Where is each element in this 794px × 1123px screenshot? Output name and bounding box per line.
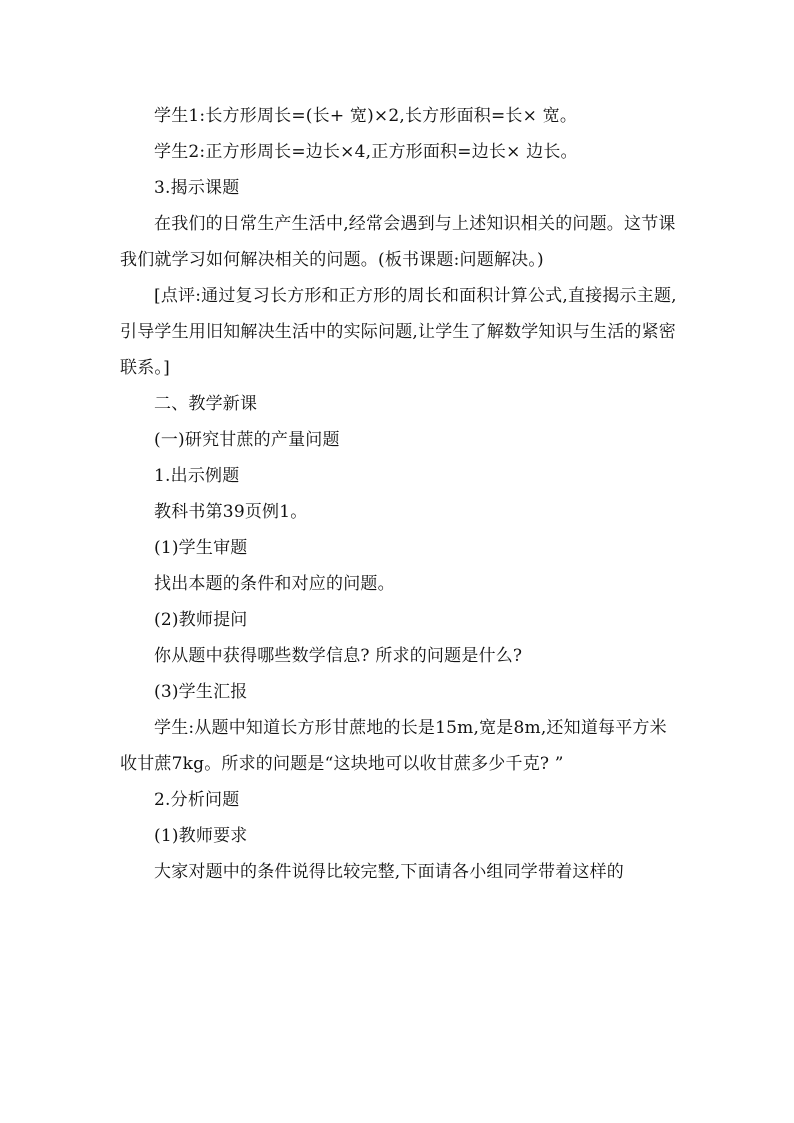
heading-analyze-problem: 2.分析问题 [154, 790, 240, 810]
heading-teacher-requirement: (1)教师要求 [154, 826, 248, 846]
heading-reveal-topic: 3.揭示课题 [154, 178, 240, 198]
document-body [120, 98, 680, 890]
paragraph-student1-rectangle: 学生1:长方形周长=(长+ 宽)×2,长方形面积=长× 宽。 [154, 106, 578, 126]
paragraph-daily-life: 在我们的日常生产生活中,经常会遇到与上述知识相关的问题。这节课我们就学习如何解决相关的问题。(板书课题:问题解决。) [120, 214, 676, 270]
paragraph-student-answer: 学生:从题中知道长方形甘蔗地的长是15m,宽是8m,还知道每平方米收甘蔗7kg。所求的问题是“这块地可以收甘蔗多少千克? ” [120, 718, 667, 774]
paragraph-group-instruction: 大家对题中的条件说得比较完整,下面请各小组同学带着这样的 [154, 862, 625, 882]
heading-sugarcane-yield: (一)研究甘蔗的产量问题 [154, 430, 340, 450]
paragraph-textbook-ref: 教科书第39页例1。 [154, 502, 308, 522]
heading-show-example: 1.出示例题 [154, 466, 240, 486]
heading-student-report: (3)学生汇报 [154, 682, 248, 702]
paragraph-student2-square: 学生2:正方形周长=边长×4,正方形面积=边长× 边长。 [154, 142, 578, 162]
heading-students-review: (1)学生审题 [154, 538, 248, 558]
heading-new-lesson: 二、教学新课 [154, 394, 258, 414]
paragraph-question-info: 你从题中获得哪些数学信息? 所求的问题是什么? [154, 646, 523, 666]
paragraph-comment: [点评:通过复习长方形和正方形的周长和面积计算公式,直接揭示主题,引导学生用旧知解决生活中的实际问题,让学生了解数学知识与生活的紧密联系。] [120, 286, 677, 378]
paragraph-find-conditions: 找出本题的条件和对应的问题。 [154, 574, 395, 594]
heading-teacher-question: (2)教师提问 [154, 610, 248, 630]
